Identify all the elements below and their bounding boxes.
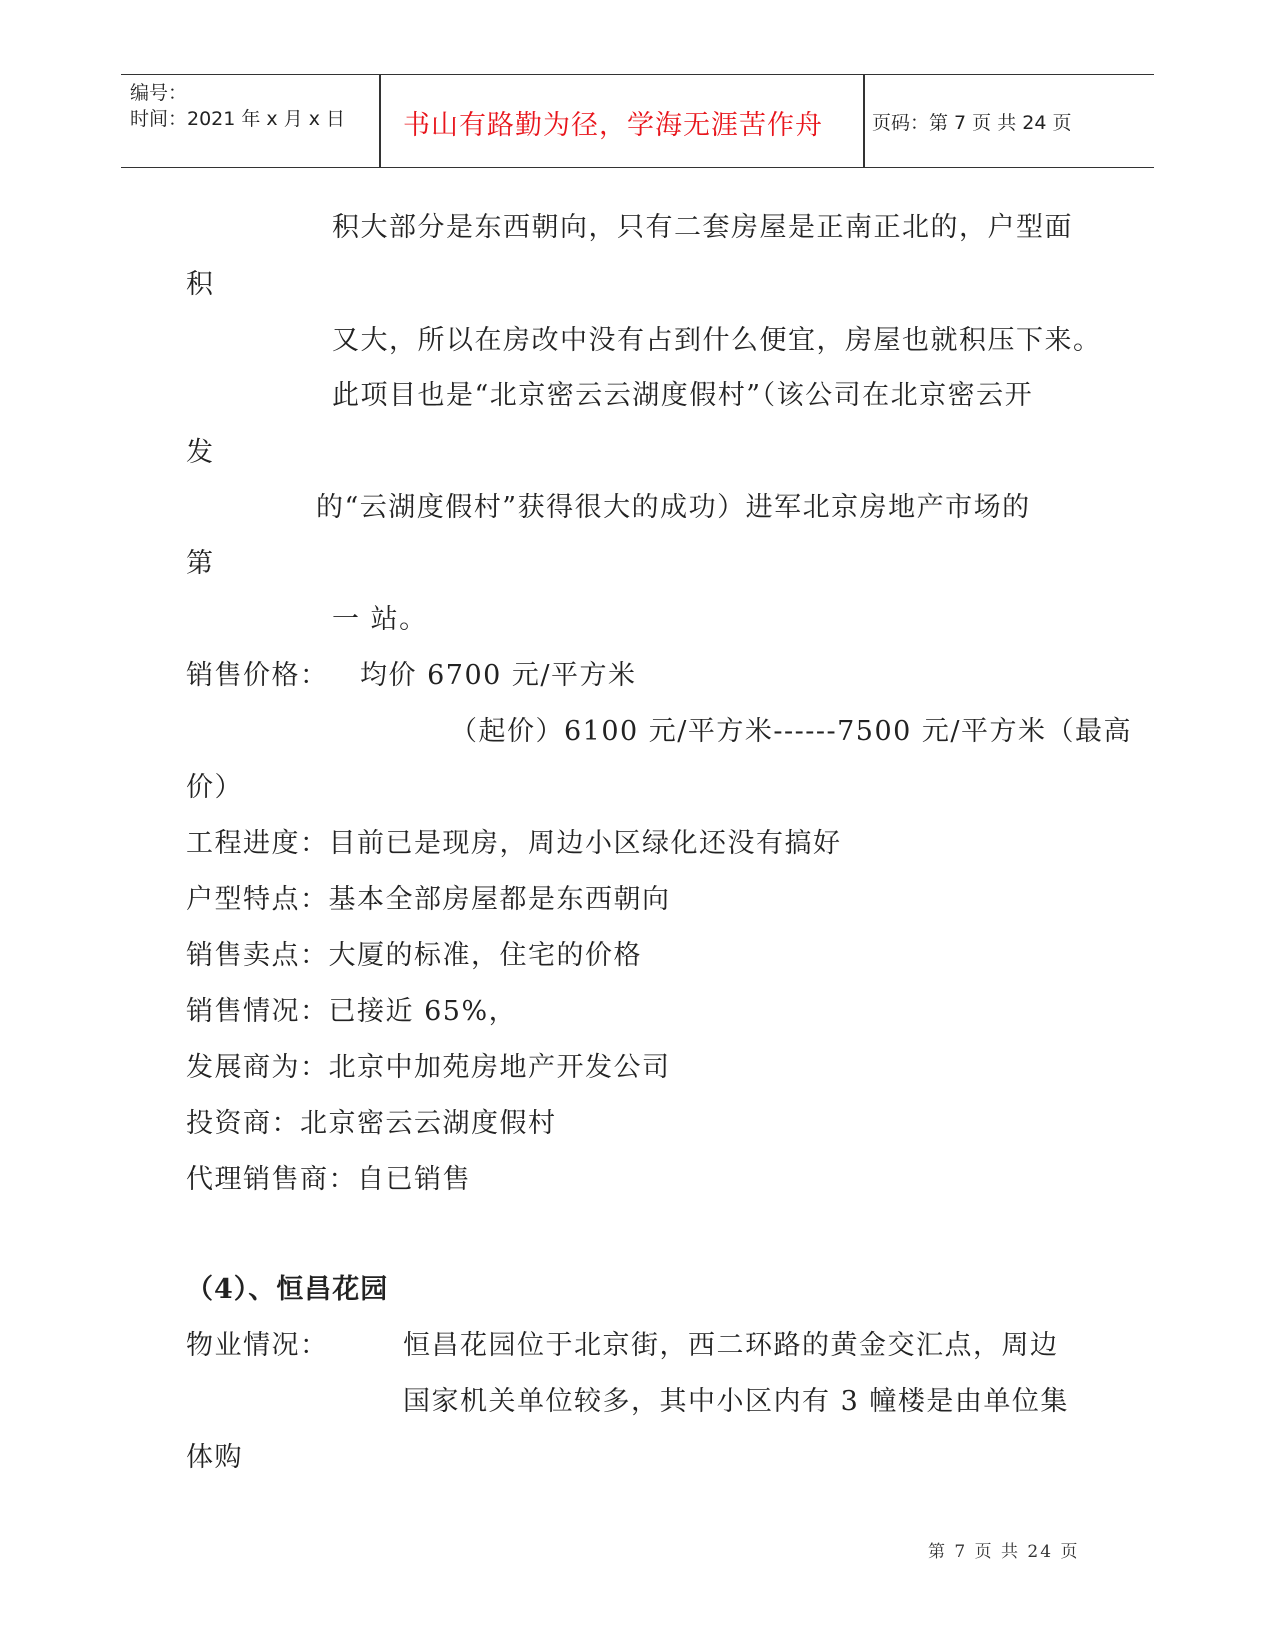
body-line: 发	[186, 437, 215, 468]
body-line: 此项目也是“北京密云云湖度假村”（该公司在北京密云开	[332, 380, 1034, 411]
body-line: 积	[186, 269, 215, 300]
motto: 书山有路勤为径，学海无涯苦作舟	[403, 110, 823, 141]
body-line: 的“云湖度假村”获得很大的成功）进军北京房地产市场的	[316, 492, 1031, 523]
body-line: 又大，所以在房改中没有占到什么便宜，房屋也就积压下来。	[332, 325, 1102, 356]
header-divider	[863, 75, 865, 167]
body-line: 第	[186, 548, 215, 579]
page-label: 页码：第 7 页 共 24 页	[872, 112, 1072, 134]
fact-selling-point: 销售卖点：大厦的标准，住宅的价格	[186, 940, 642, 971]
price-average: 均价 6700 元/平方米	[360, 660, 637, 691]
property-label: 物业情况：	[186, 1330, 329, 1361]
time-label: 时间：2021 年 x 月 x 日	[130, 108, 346, 130]
section-heading: （4）、恒昌花园	[186, 1274, 389, 1305]
fact-agent: 代理销售商：自已销售	[186, 1164, 471, 1195]
price-range: （起价）6100 元/平方米------7500 元/平方米（最高	[450, 716, 1133, 747]
fact-sales-status: 销售情况：已接近 65%，	[186, 996, 518, 1027]
body-line: 积大部分是东西朝向，只有二套房屋是正南正北的，户型面	[332, 212, 1073, 243]
price-label: 销售价格：	[186, 660, 329, 691]
serial-label: 编号：	[130, 82, 188, 104]
body-line: 一 站。	[332, 604, 428, 635]
fact-developer: 发展商为：北京中加苑房地产开发公司	[186, 1052, 671, 1083]
property-line: 体购	[186, 1442, 243, 1473]
fact-progress: 工程进度：目前已是现房，周边小区绿化还没有搞好	[186, 828, 842, 859]
fact-layout: 户型特点：基本全部房屋都是东西朝向	[186, 884, 671, 915]
header-divider	[379, 75, 381, 167]
property-line: 国家机关单位较多，其中小区内有 3 幢楼是由单位集	[403, 1386, 1069, 1417]
fact-investor: 投资商：北京密云云湖度假村	[186, 1108, 557, 1139]
page-footer: 第 7 页 共 24 页	[928, 1542, 1080, 1562]
property-line: 恒昌花园位于北京街，西二环路的黄金交汇点，周边	[403, 1330, 1059, 1361]
price-range-end: 价）	[186, 772, 243, 803]
